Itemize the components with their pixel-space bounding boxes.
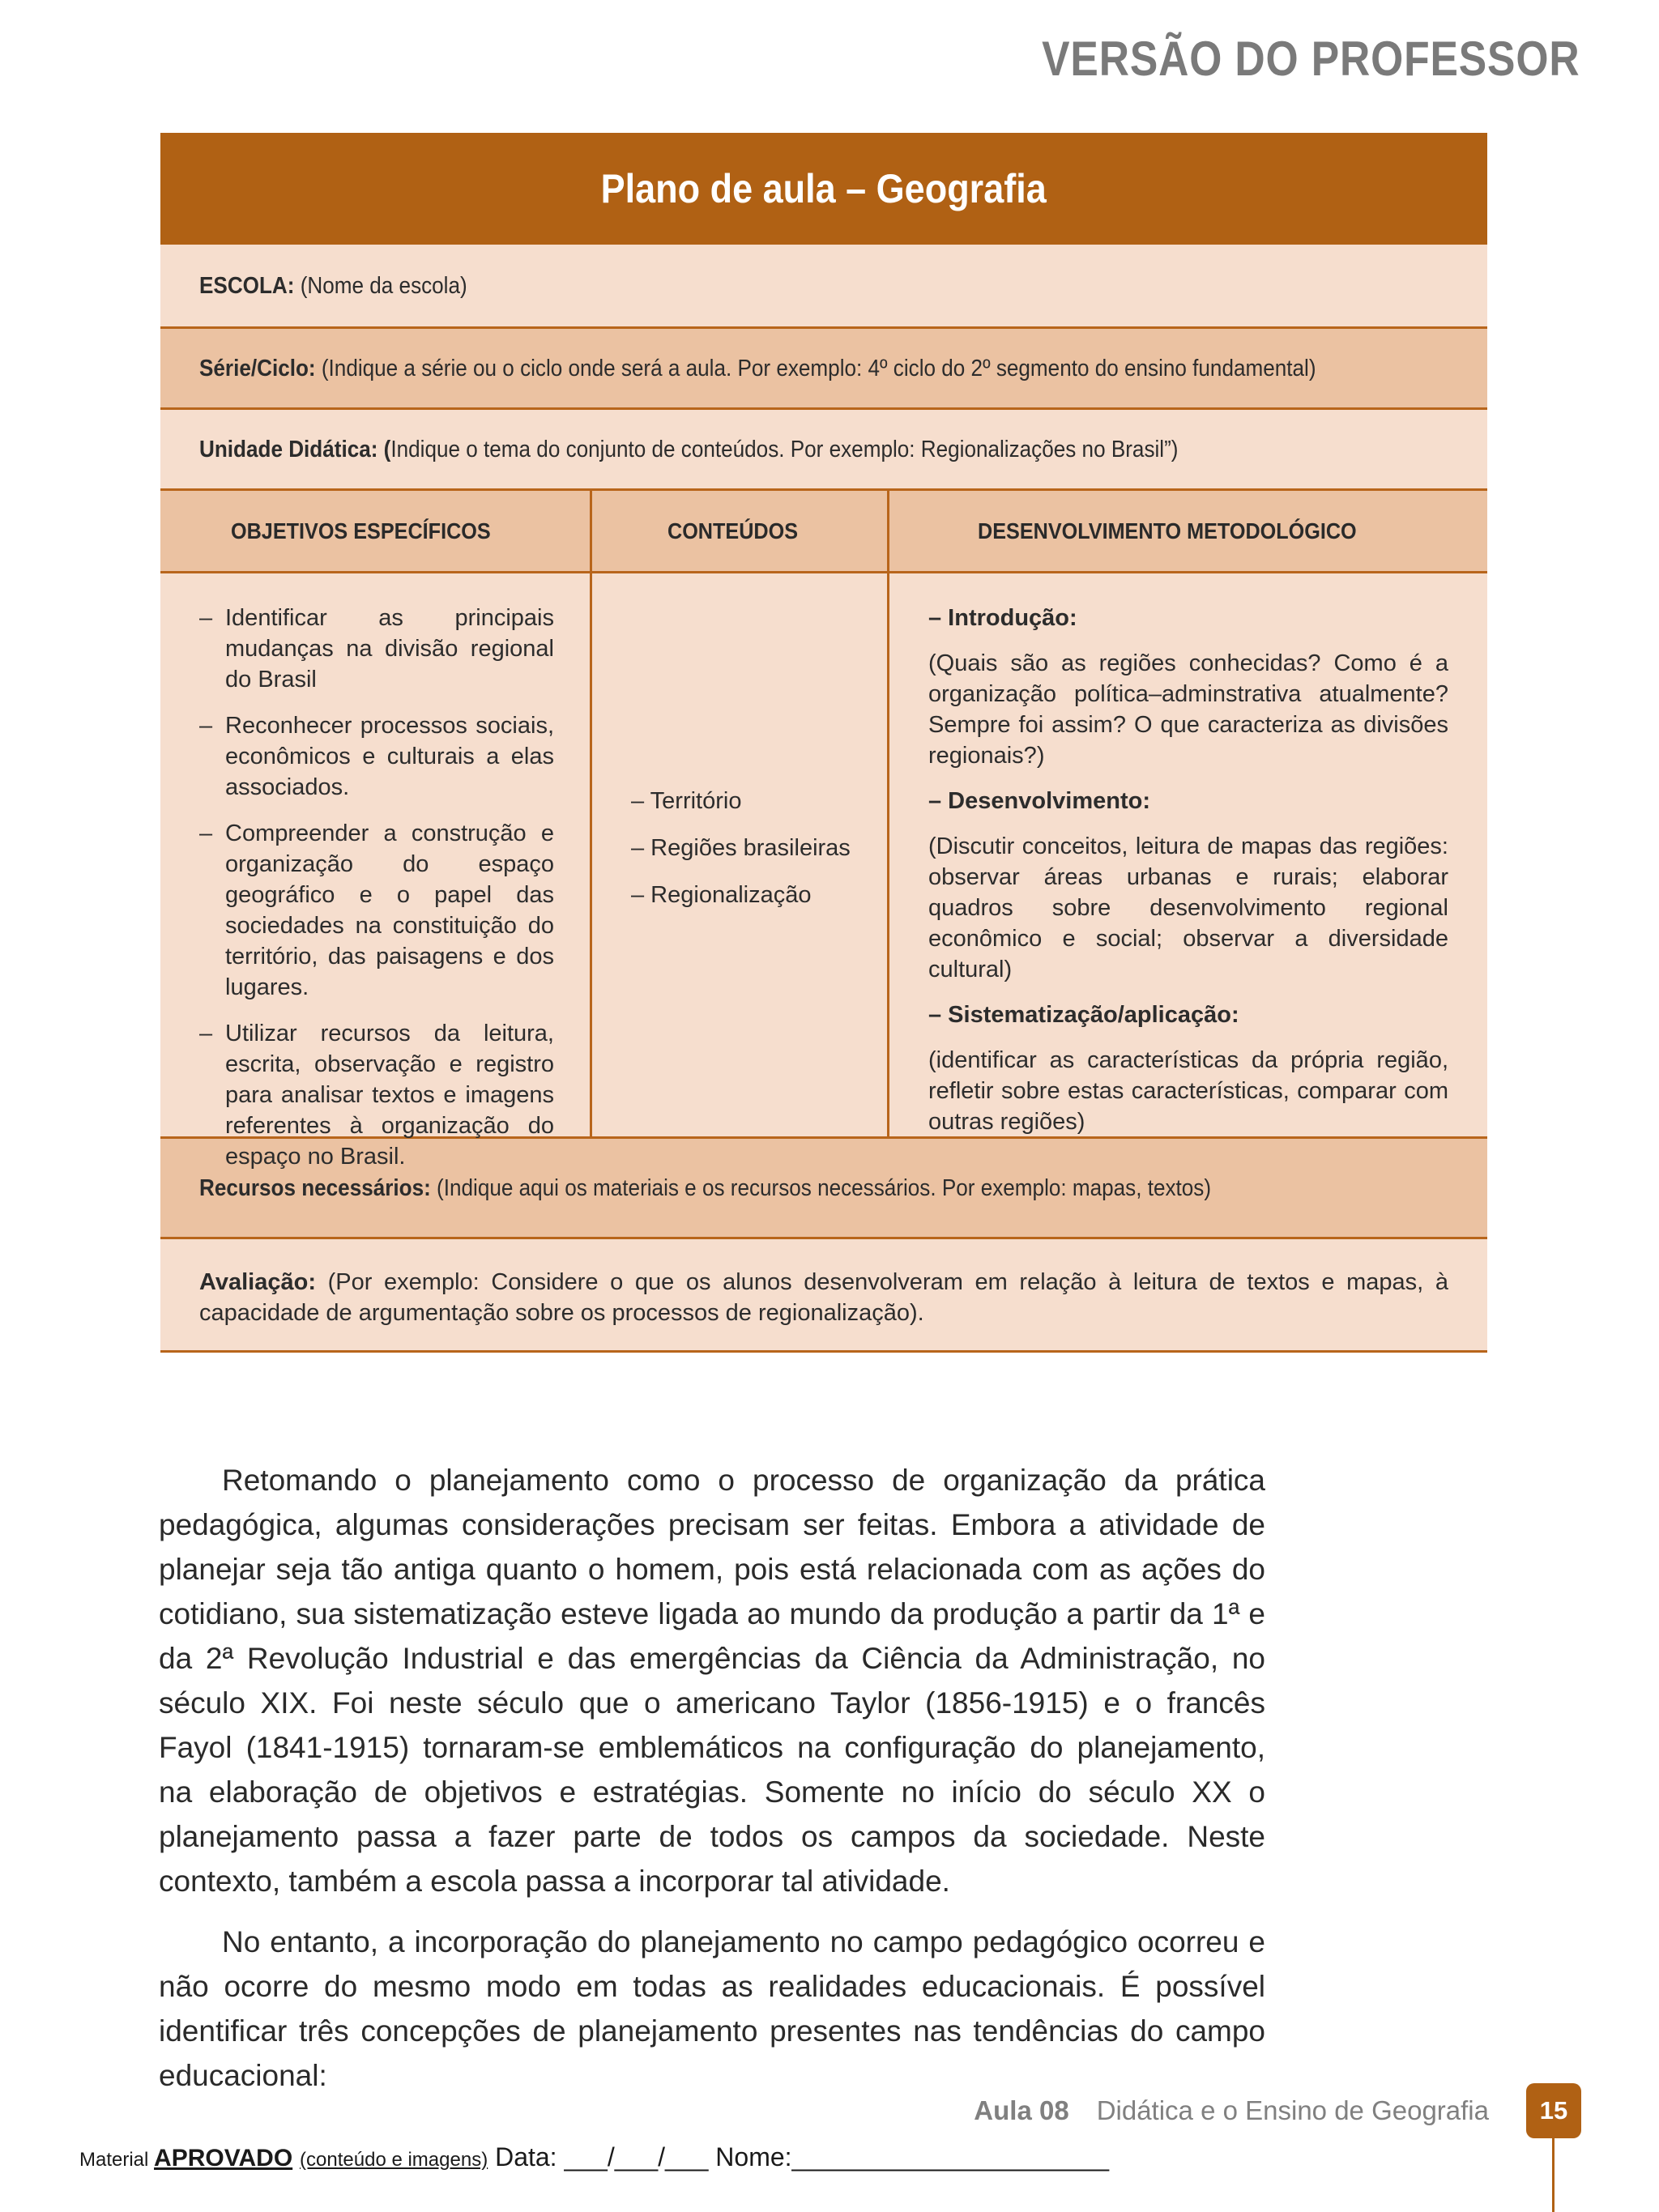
- recursos-value: (Indique aqui os materiais e os recursos necessários. Por exemplo: mapas, textos): [430, 1174, 1212, 1201]
- columns-body: [160, 573, 1487, 1170]
- stamp-note: (conteúdo e imagens): [300, 2149, 488, 2171]
- objetivo-item: – Identificar as principais mudanças na divisão regional do Brasil: [199, 605, 554, 693]
- serie-label: Série/Ciclo:: [199, 355, 316, 381]
- recursos-label: Recursos necessários:: [199, 1174, 431, 1201]
- objetivo-item: – Utilizar recursos da leitura, escrita, observação e registro para analisar textos e imagens referentes à organização do espaço no Brasil.: [199, 1021, 554, 1170]
- conteudo-item: – Regiões brasileiras: [631, 834, 851, 861]
- avaliacao-label: Avaliação:: [199, 1269, 316, 1295]
- col-header-objetivos: OBJETIVOS ESPECÍFICOS: [160, 491, 592, 571]
- conteudo-item: – Regionalização: [631, 881, 812, 908]
- sis-heading: – Sistematização/aplicação:: [928, 1002, 1239, 1028]
- unidade-value: Indique o tema do conjunto de conteúdos. Por exemplo: Regionalizações no Brasil”): [390, 436, 1179, 462]
- conteudo-item: – Território: [631, 787, 742, 814]
- page-marker-line: [1552, 2138, 1555, 2212]
- dev-text: (Discutir conceitos, leitura de mapas das regiões: observar áreas urbanas e rurais; elaborar quadros sobre desenvolvimento regional econômico e social; observar a diversidade cultural): [928, 833, 1448, 982]
- serie-value: (Indique a série ou o ciclo onde será a aula. Por exemplo: 4º ciclo do 2º segmento do ensino fundamental): [315, 355, 1316, 381]
- objetivos-cell: [160, 573, 592, 1170]
- col-header-conteudos: CONTEÚDOS: [592, 491, 889, 571]
- stamp-prefix: Material: [79, 2149, 155, 2171]
- body-paragraph: No entanto, a incorporação do planejamento no campo pedagógico ocorreu e não ocorre do mesmo modo em todas as realidades educacionais. É possível identificar três concepções de planejamento presentes nas tendências do campo educacional:: [159, 1925, 1265, 2092]
- metodologia-cell: [889, 573, 1487, 1136]
- columns-header: [160, 491, 1487, 573]
- dev-heading: – Desenvolvimento:: [928, 788, 1150, 814]
- objetivo-item: – Compreender a construção e organização do espaço geográfico e o papel das sociedades na constituição do território, das paisagens e dos lugares.: [199, 820, 554, 1000]
- intro-heading: – Introdução:: [928, 605, 1077, 631]
- row-unidade: [160, 410, 1487, 491]
- escola-label: ESCOLA:: [199, 272, 295, 299]
- page-footer: [974, 2083, 1581, 2138]
- conteudos-cell: [592, 573, 889, 1136]
- row-escola: [160, 245, 1487, 329]
- plan-title-text: Plano de aula – Geografia: [600, 166, 1047, 211]
- version-label: VERSÃO DO PROFESSOR: [1041, 32, 1580, 86]
- stamp-rest: Data: ___/___/___ Nome:______________________: [488, 2142, 1110, 2172]
- objetivo-item: – Reconhecer processos sociais, econômicos e culturais a elas associados.: [199, 713, 554, 800]
- stamp-approved: APROVADO: [154, 2145, 293, 2172]
- lesson-plan-table: [160, 133, 1487, 1353]
- body-paragraph: Retomando o planejamento como o processo de organização da prática pedagógica, algumas considerações precisam ser feitas. Embora a atividade de planejar seja tão antiga quanto o homem, pois está relacionada com as ações do cotidiano, sua sistematização esteve ligada ao mundo da produção a partir da 1ª e da 2ª Revolução Industrial e das emergências da Ciência da Administração, no século XIX. Foi neste século que o americano Taylor (1856-1915) e o francês Fayol (1841-1915) tornaram-se emblemáticos na configuração do planejamento, na elaboração de objetivos e estratégias. Somente no início do século XX o planejamento passa a fazer parte de todos os campos da sociedade. Neste contexto, também a escola passa a incorporar tal atividade.: [159, 1464, 1265, 1898]
- row-avaliacao: [160, 1239, 1487, 1353]
- avaliacao-value: (Por exemplo: Considere o que os alunos desenvolveram em relação à leitura de textos e mapas, à capacidade de argumentação sobre os processos de regionalização).: [199, 1269, 1448, 1326]
- footer-course: Didática e o Ensino de Geografia: [1096, 2095, 1489, 2125]
- sis-text: (identificar as características da própria região, refletir sobre estas características, comparar com outras regiões): [928, 1047, 1448, 1135]
- col-header-metodologia: DESENVOLVIMENTO METODOLÓGICO: [978, 518, 1357, 543]
- intro-text: (Quais são as regiões conhecidas? Como é a organização política–adminstrativa atualmente? Sempre foi assim? O que caracteriza as divisões regionais?): [928, 650, 1448, 769]
- plan-title: [160, 133, 1487, 245]
- approval-stamp: [79, 2142, 1109, 2172]
- row-serie: [160, 329, 1487, 410]
- footer-aula: Aula 08: [974, 2095, 1069, 2125]
- body-text: [159, 1458, 1265, 2114]
- page-number: 15: [1526, 2083, 1581, 2138]
- unidade-label: Unidade Didática: (: [199, 436, 391, 462]
- escola-value: (Nome da escola): [294, 272, 467, 299]
